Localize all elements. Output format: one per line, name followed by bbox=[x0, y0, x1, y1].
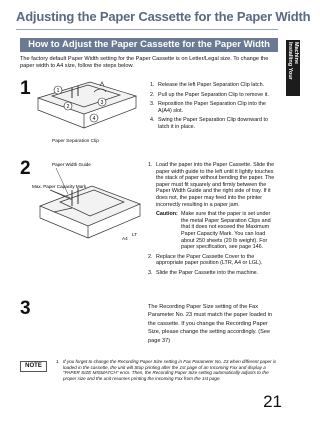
step-2-instructions: 1. Load the paper into the Paper Cassette. Slide the paper width guide to the left until it lightly touches the stack of paper without bending the paper. The paper must fit squarely and firmly between the Paper Width Guide and the right side of tray. If it does not, the paper may feed into the printer incorrectly resulting in a paper jam. Caution: Make sure that the paper is set under the metal Paper Separation Clips and that it does not exceed the Maximum Paper Capacity Mark. You can load about 250 sheets (20 lb weight). For paper specification, see page 146. 2. Replace the Paper Cassette Cover to the appropriate paper position (LTR, A4 or LGL). 3. Slide the Paper Cassette into the machine. bbox=[148, 162, 275, 276]
label-max-paper-capacity: Max. Paper Capacity Mark bbox=[32, 184, 87, 189]
note-badge: NOTE bbox=[20, 361, 47, 372]
note-text: 1. If you forget to change the Recording Paper Size setting in Fax Parameter No. 23 when different paper is loaded in the cassette, the unit will Stop printing after the 1st page of an Incoming Fax and display a "PAPER SIZE MISMATCH" error. Then, the Recording Paper Size setting automatically adjusts to the proper size and the unit resumes printing the incoming Fax from the 1st page. bbox=[56, 359, 277, 381]
title-divider bbox=[16, 29, 278, 30]
svg-text:1: 1 bbox=[56, 88, 60, 94]
label-paper-width-guide: Paper Width Guide bbox=[52, 162, 91, 167]
caution-text: Make sure that the paper is set under the metal Paper Separation Clips and that it does not exceed the Maximum Paper Capacity Mark. You can load about 250 sheets (20 lb weight). For paper specification, see page 146. bbox=[181, 211, 271, 251]
caution-label: Caution: bbox=[156, 211, 178, 218]
svg-text:2: 2 bbox=[66, 104, 70, 110]
label-lt: LT bbox=[132, 232, 138, 237]
figure-label-separation-clip: Paper Separation Clip bbox=[52, 139, 99, 144]
step-2-number: 2 bbox=[20, 158, 31, 179]
chapter-tab bbox=[286, 40, 300, 96]
intro-paragraph: The factory default Paper Width setting for the Paper Cassette is on Letter/Legal size. To change the paper width to A4 size, follow the steps below. bbox=[20, 56, 269, 69]
caution-block bbox=[156, 211, 276, 251]
chapter-tab-label-1: Installing Your bbox=[287, 42, 293, 80]
chapter-tab-label-2: Machine bbox=[293, 42, 299, 65]
step-1-instructions: 1. Release the left Paper Separation Clip latch. 2. Pull up the Paper Separation Clip to remove it. 3. Reposition the Paper Separation Clip into the A(A4) slot. 4. Swing the Paper Separation Clip downward to latch it in place. bbox=[150, 82, 269, 130]
step-2-illustration bbox=[32, 160, 144, 256]
page-number: 21 bbox=[263, 392, 282, 411]
svg-text:3: 3 bbox=[100, 100, 104, 106]
page-title: Adjusting the Paper Cassette for the Paper Width bbox=[16, 9, 311, 24]
step-1-illustration bbox=[32, 78, 140, 148]
label-a4: A4 bbox=[122, 236, 128, 241]
step-3-number: 3 bbox=[20, 298, 31, 319]
step-3-text: The Recording Paper Size setting of the Fax Parameter No. 23 must match the paper loaded in the cassette. If you change the Recording Paper Size, please change the setting accordingly. (See page 37) bbox=[148, 304, 273, 344]
step-1-number: 1 bbox=[20, 78, 31, 99]
svg-text:4: 4 bbox=[92, 116, 96, 122]
section-heading: How to Adjust the Paper Cassette for the Paper Width bbox=[20, 38, 278, 52]
